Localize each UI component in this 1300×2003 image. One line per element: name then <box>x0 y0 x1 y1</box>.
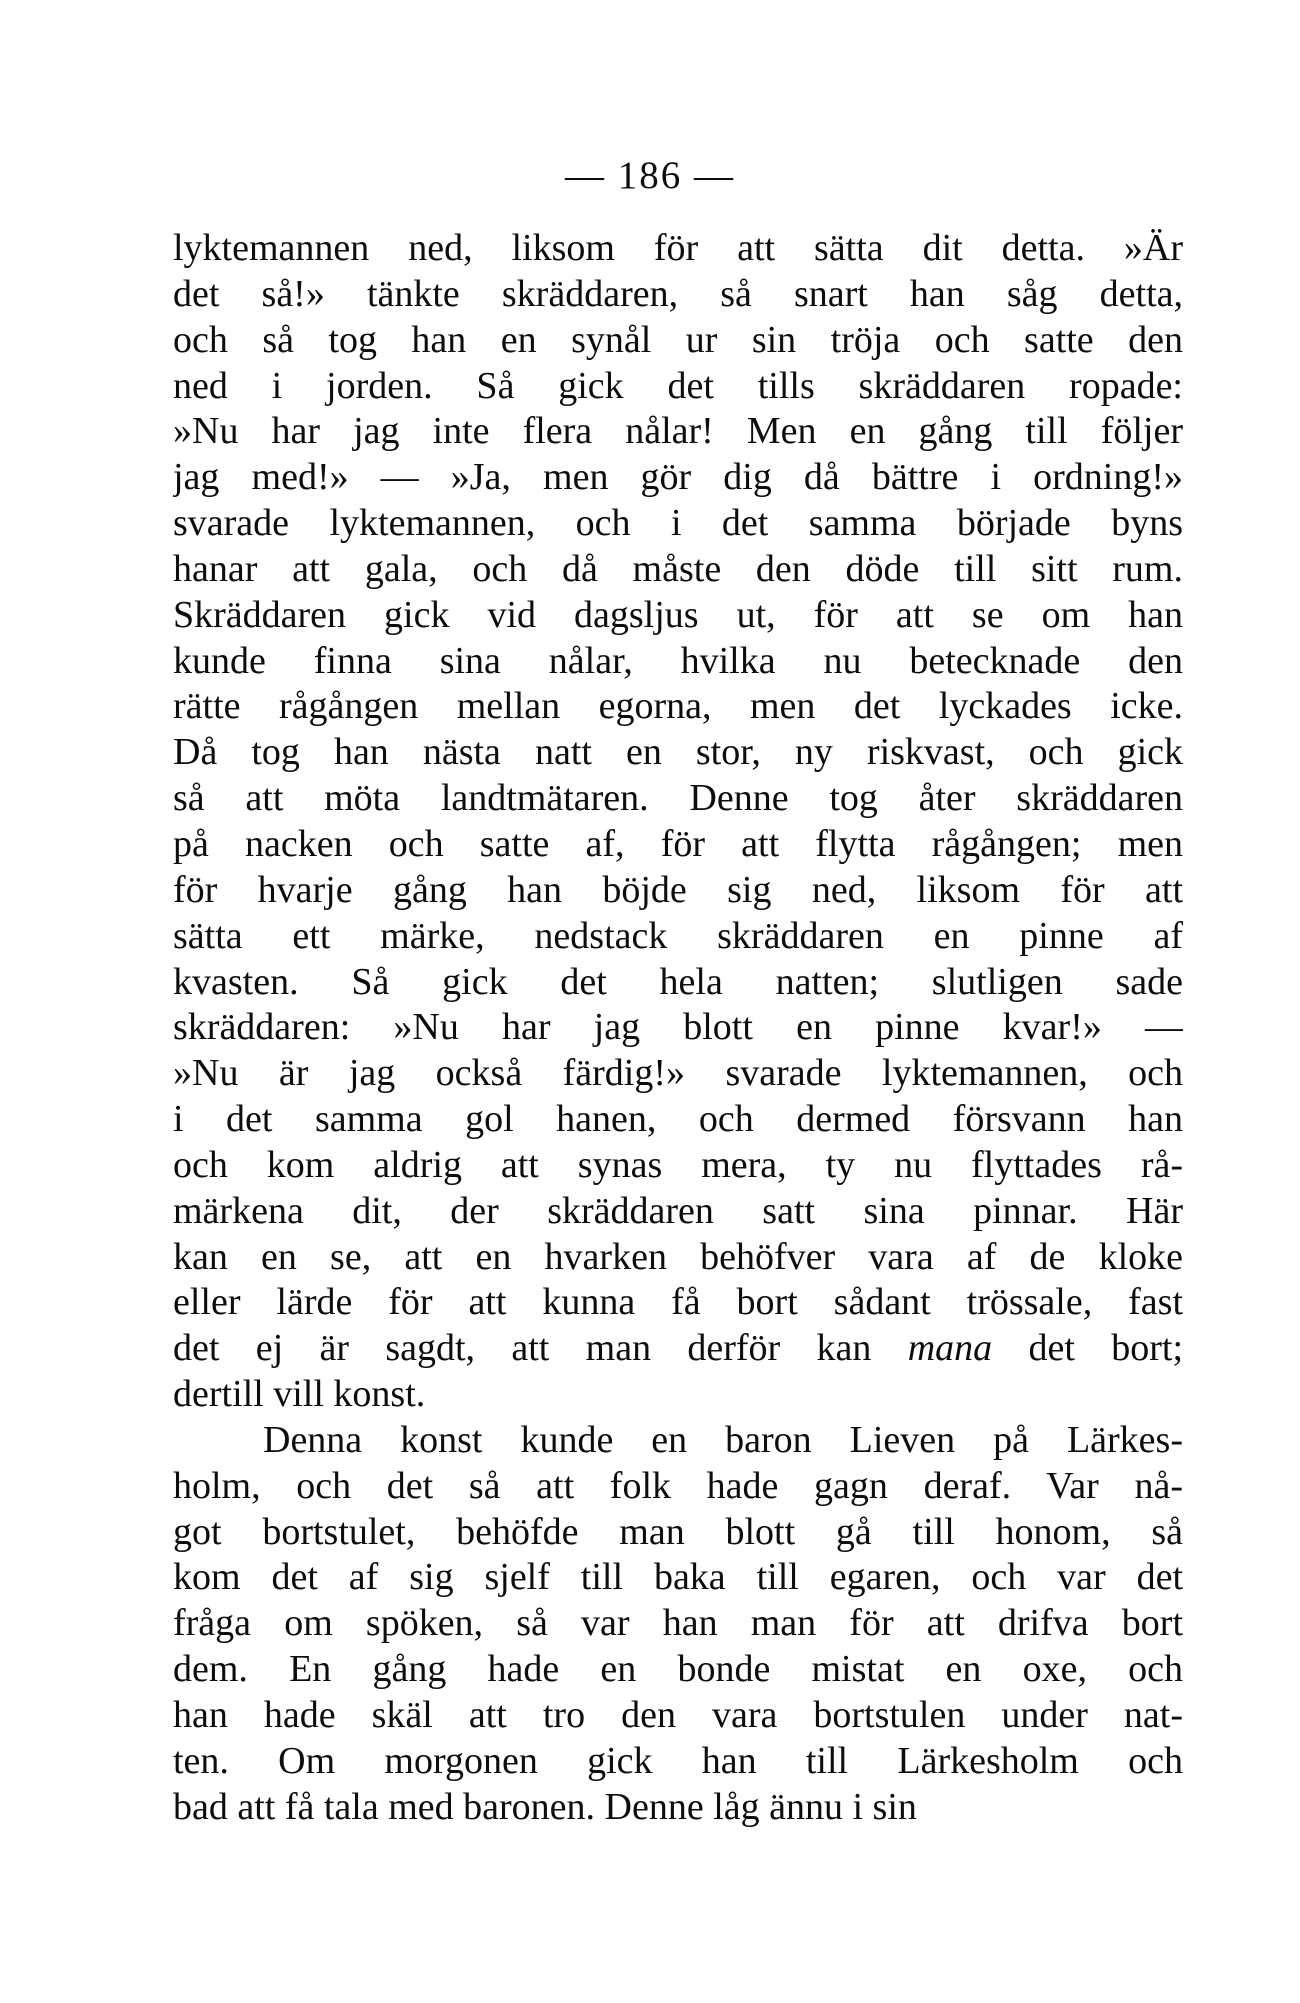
text-line <box>173 1326 1183 1372</box>
text-line: Då tog han nästa natt en stor, ny riskvast, och gick <box>173 731 1183 774</box>
text-line: rätte rågången mellan egorna, men det lyckades icke. <box>173 685 1183 728</box>
text-line: bad att få tala med baronen. Denne låg ännu i sin <box>173 1785 917 1828</box>
text-line: svarade lyktemannen, och i det samma började byns <box>173 502 1183 545</box>
text-line: eller lärde för att kunna få bort sådant trössale, fast <box>173 1281 1183 1324</box>
text-line: på nacken och satte af, för att flytta rågången; men <box>173 822 1183 865</box>
text-line: dem. En gång hade en bonde mistat en oxe, och <box>173 1648 1183 1691</box>
text-line: det så!» tänkte skräddaren, så snart han såg detta, <box>173 272 1183 315</box>
text-line: för hvarje gång han böjde sig ned, liksom för att <box>173 868 1183 911</box>
text-line: kunde finna sina nålar, hvilka nu betecknade den <box>173 639 1183 682</box>
text-line: »Nu är jag också färdig!» svarade lyktemannen, och <box>173 1052 1183 1095</box>
text-line: och kom aldrig att synas mera, ty nu flyttades rå- <box>173 1143 1183 1186</box>
page-number: — 186 — <box>565 154 735 197</box>
text-line: fråga om spöken, så var han man för att drifva bort <box>173 1602 1183 1645</box>
text-line: Skräddaren gick vid dagsljus ut, för att se om han <box>173 593 1183 636</box>
text-line: dertill vill konst. <box>173 1373 426 1416</box>
paragraph <box>173 226 1183 1418</box>
text-line: hanar att gala, och då måste den döde till sitt rum. <box>173 547 1183 590</box>
text-line: kan en se, att en hvarken behöfver vara af de kloke <box>173 1235 1183 1278</box>
text-segment: det bort; <box>992 1327 1183 1370</box>
text-line: ten. Om morgonen gick han till Lärkesholm och <box>173 1739 1183 1782</box>
text-line: ned i jorden. Så gick det tills skräddaren ropade: <box>173 364 1183 407</box>
text-line: så att möta landtmätaren. Denne tog åter skräddaren <box>173 777 1183 820</box>
body-text <box>173 226 1183 1831</box>
text-line: skräddaren: »Nu har jag blott en pinne kvar!» — <box>173 1006 1183 1049</box>
text-line: i det samma gol hanen, och dermed försvann han <box>173 1098 1183 1141</box>
paragraph <box>173 1418 1183 1831</box>
text-line: sätta ett märke, nedstack skräddaren en pinne af <box>173 914 1183 957</box>
text-segment: det ej är sagdt, att man derför kan <box>173 1327 908 1370</box>
text-line: och så tog han en synål ur sin tröja och satte den <box>173 318 1183 361</box>
text-line: han hade skäl att tro den vara bortstulen under nat- <box>173 1694 1183 1736</box>
italic-word: mana <box>907 1327 993 1370</box>
text-line: lyktemannen ned, liksom för att sätta dit detta. »Är <box>173 227 1183 269</box>
text-line: got bortstulet, behöfde man blott gå till honom, så <box>173 1510 1183 1553</box>
text-line: Denna konst kunde en baron Lieven på Lärkes- <box>263 1418 1183 1461</box>
text-line: jag med!» — »Ja, men gör dig då bättre i ordning!» <box>173 456 1183 499</box>
text-line: kvasten. Så gick det hela natten; slutligen sade <box>173 960 1183 1003</box>
text-line: kom det af sig sjelf till baka till egaren, och var det <box>173 1556 1183 1599</box>
text-line: holm, och det så att folk hade gagn deraf. Var nå- <box>173 1464 1183 1507</box>
text-line: »Nu har jag inte flera nålar! Men en gång till följer <box>173 410 1183 453</box>
text-line: märkena dit, der skräddaren satt sina pinnar. Här <box>173 1189 1183 1232</box>
